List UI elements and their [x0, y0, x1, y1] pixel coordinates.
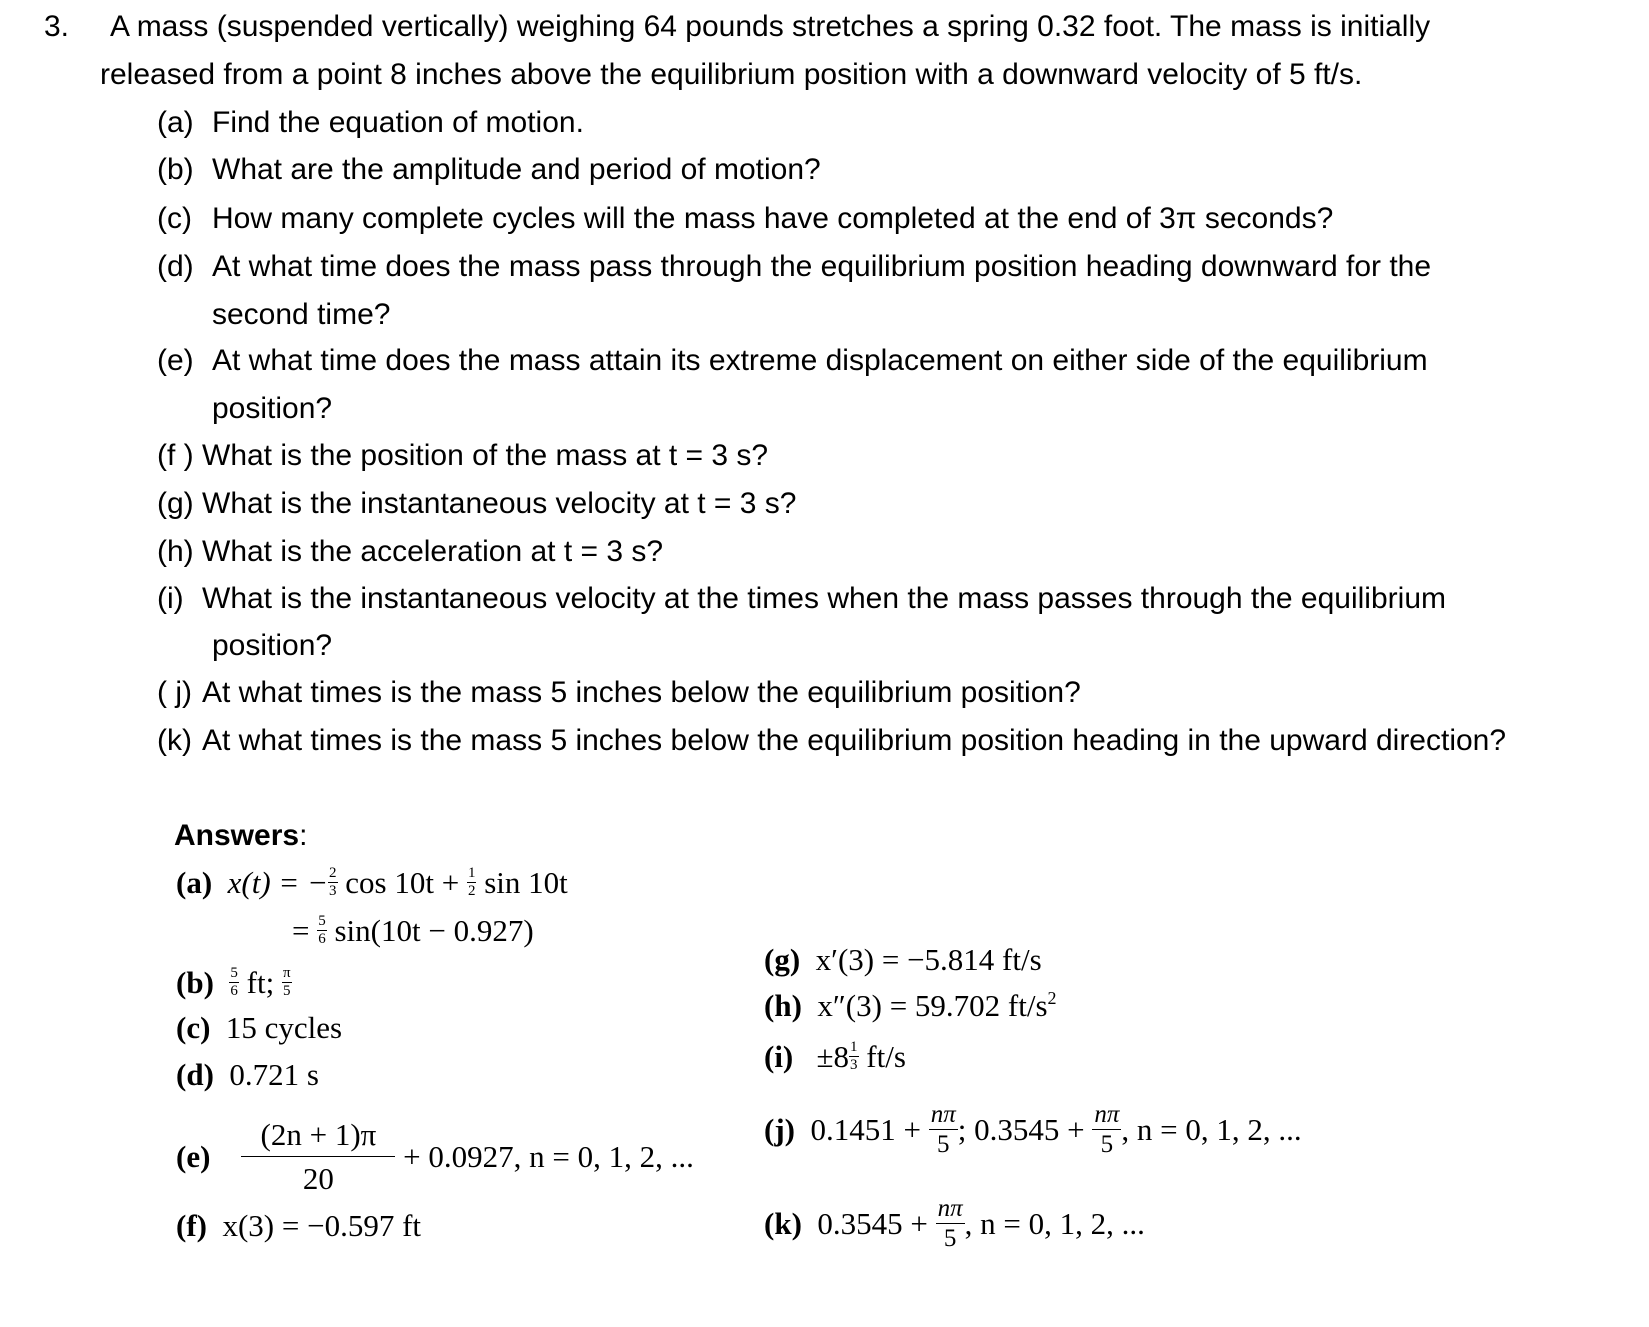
part-label-h: (h) [157, 535, 194, 568]
answer-label-a: (a) [176, 864, 213, 900]
answer-label-h: (h) [764, 988, 802, 1023]
answer-label-k: (k) [764, 1205, 802, 1241]
answer-label-d: (d) [176, 1057, 214, 1092]
part-label-a: (a) [157, 106, 194, 139]
problem-intro-line2: released from a point 8 inches above the equilibrium position with a downward velocity of 5 ft/s. [100, 58, 1363, 91]
part-text-k: At what times is the mass 5 inches below the equilibrium position heading in the upward direction? [202, 724, 1507, 757]
part-label-i: (i) [157, 582, 184, 615]
answer-label-f: (f) [176, 1208, 207, 1243]
answer-h: (h) x″(3) = 59.702 $ft/s^2$ [764, 988, 1057, 1023]
answer-b: (b) $\frac{5}{6}$ ft; $\frac{\pi}{5}$ [176, 964, 291, 1000]
part-text-g: What is the instantaneous velocity at t = 3 s? [202, 487, 797, 520]
part-label-e: (e) [157, 344, 194, 377]
answer-label-i: (i) [764, 1038, 794, 1074]
answer-e: (e) $\frac{(2n + 1)\pi}{20}$ + 0.0927, n = 0, 1, 2, ... [176, 1116, 694, 1196]
answer-k: (k) 0.3545 + $\frac{n\pi}{5}$ , n = 0, 1, 2, ... [764, 1194, 1145, 1252]
answer-d: (d) 0.721 s [176, 1057, 319, 1092]
answer-label-g: (g) [764, 942, 801, 977]
answer-a: (a) x(t) = − $\frac{2}{3}$ cos 10t + $\frac{1}{2}$ sin 10t [176, 864, 568, 900]
answer-j: (j) 0.1451 + $\frac{n\pi}{5}$ ; 0.3545 + $\frac{n\pi}{5}$ , n = 0, 1, 2, ... [764, 1100, 1302, 1158]
part-text-b: What are the amplitude and period of motion? [212, 153, 821, 186]
fraction: $\frac{n\pi}{5}$ [1094, 1100, 1120, 1158]
fraction: $\frac{\pi}{5}$ [282, 964, 291, 999]
answer-g: (g) x′(3) = −5.814 ft/s [764, 942, 1042, 977]
fraction: $\frac{(2n + 1)\pi}{20}$ [241, 1119, 395, 1194]
part-label-g: (g) [157, 487, 194, 520]
answer-label-c: (c) [176, 1010, 211, 1045]
part-text-d: At what time does the mass pass through the equilibrium position heading downward for the [212, 250, 1432, 283]
part-text-i-cont: position? [212, 629, 333, 662]
part-text-f: What is the position of the mass at t = 3 s? [202, 439, 769, 472]
answer-label-e: (e) [176, 1138, 211, 1174]
problem-number: 3. [44, 10, 70, 43]
part-label-j: ( j) [157, 676, 192, 709]
part-text-e: At what time does the mass attain its extreme displacement on either side of the equilibrium [212, 344, 1428, 377]
answer-f: (f) x(3) = −0.597 ft [176, 1208, 422, 1243]
part-text-i: What is the instantaneous velocity at the times when the mass passes through the equilibrium [202, 582, 1446, 615]
fraction: $\frac{1}{3}$ [850, 1038, 858, 1073]
part-label-k: (k) [157, 724, 192, 757]
answer-a-line2: = $\frac{5}{6}$ sin(10t − 0.927) [292, 912, 534, 948]
part-text-a: Find the equation of motion. [212, 106, 584, 139]
part-label-d: (d) [157, 250, 194, 283]
part-label-f: (f ) [157, 439, 194, 472]
part-label-b: (b) [157, 153, 194, 186]
problem-intro-line1: A mass (suspended vertically) weighing 64 pounds stretches a spring 0.32 foot. The mass is initially [110, 10, 1431, 43]
fraction: $\frac{n\pi}{5}$ [937, 1194, 963, 1252]
part-text-j: At what times is the mass 5 inches below the equilibrium position? [202, 676, 1081, 709]
fraction: $\frac{2}{3}$ [329, 864, 337, 899]
part-text-d-cont: second time? [212, 298, 391, 331]
part-text-h: What is the acceleration at t = 3 s? [202, 535, 664, 568]
answers-heading: Answers: [174, 819, 308, 852]
fraction: $\frac{1}{2}$ [467, 864, 476, 899]
answer-label-j: (j) [764, 1111, 795, 1147]
fraction: $\frac{5}{6}$ [318, 912, 326, 947]
fraction: $\frac{5}{6}$ [230, 964, 238, 999]
part-text-c: How many complete cycles will the mass have completed at the end of 3π seconds? [212, 202, 1334, 235]
part-label-c: (c) [157, 202, 192, 235]
fraction: $\frac{n\pi}{5}$ [930, 1100, 956, 1158]
answer-c: (c) 15 cycles [176, 1010, 343, 1045]
part-text-e-cont: position? [212, 392, 333, 425]
answer-label-b: (b) [176, 964, 214, 1000]
answer-i: (i) ±8 $\frac{1}{3}$ ft/s [764, 1038, 906, 1074]
